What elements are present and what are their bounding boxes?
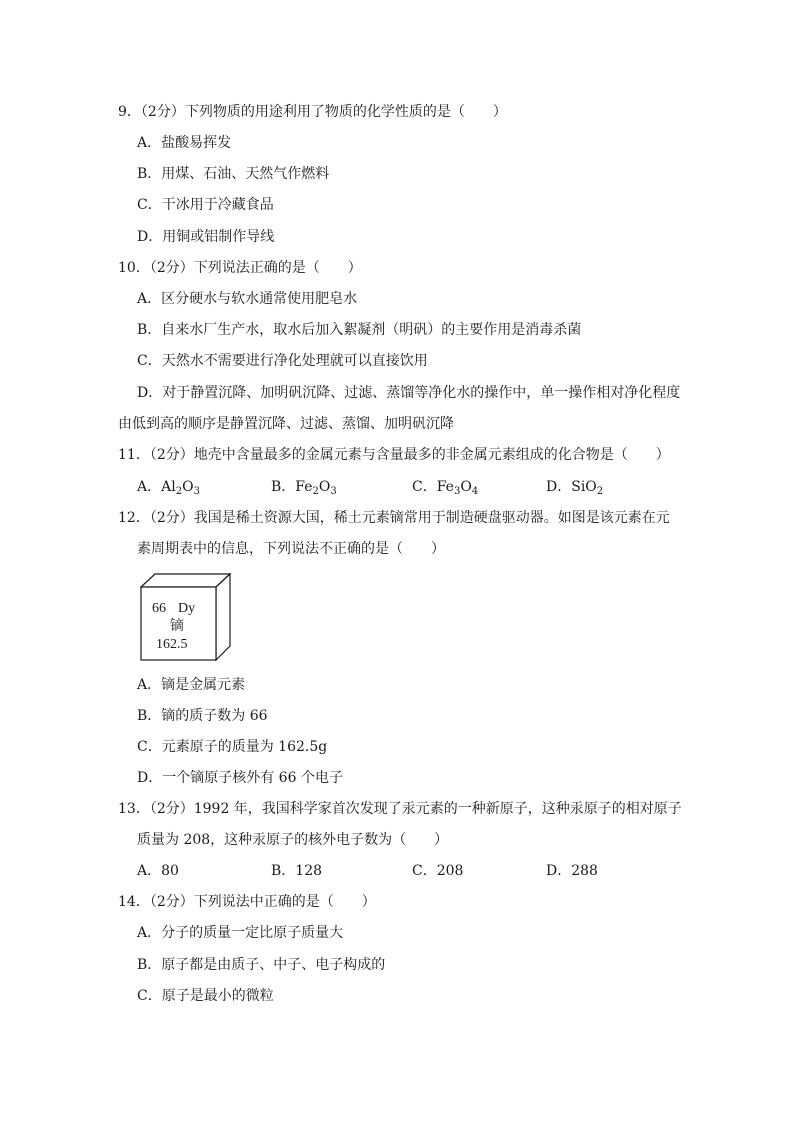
question-13-stem-line-1: 13．（2分）1992 年，我国科学家首次发现了汞元素的一种新原子，这种汞原子的相对原子 (118, 801, 682, 817)
question-13-option-c: C．208 (412, 863, 464, 879)
element-atomic-number: 66 (152, 601, 166, 616)
question-12-option-d: D．一个镝原子核外有 66 个电子 (137, 770, 343, 786)
question-11-option-c: C．$Fe_3O_4$ (412, 479, 479, 497)
question-14-option-a: A．分子的质量一定比原子质量大 (137, 925, 344, 941)
question-13-option-a: A．80 (137, 863, 179, 879)
question-10-option-c: C．天然水不需要进行净化处理就可以直接饮用 (137, 353, 428, 369)
question-13-option-b: B．128 (271, 863, 323, 879)
question-9-option-d: D．用铜或铝制作导线 (137, 229, 275, 245)
question-12-option-a: A．镝是金属元素 (137, 677, 246, 693)
question-9-option-a: A．盐酸易挥发 (137, 135, 232, 151)
element-atomic-mass: 162.5 (156, 637, 188, 652)
question-12-option-c: C．元素原子的质量为 162.5g (137, 739, 328, 755)
question-9-option-c: C．干冰用于冷藏食品 (137, 197, 274, 213)
question-12-option-b: B．镝的质子数为 66 (137, 708, 268, 724)
question-10-option-b: B．自来水厂生产水，取水后加入絮凝剂（明矾）的主要作用是消毒杀菌 (137, 322, 582, 338)
question-9-option-b: B．用煤、石油、天然气作燃料 (137, 166, 330, 182)
periodic-table-element-cell (140, 573, 232, 661)
question-11-option-b: B．$Fe_2O_3$ (271, 479, 337, 497)
question-14-option-c: C．原子是最小的微粒 (137, 988, 274, 1004)
question-14-stem: 14．（2分）下列说法中正确的是（ ） (118, 894, 376, 910)
question-10-option-d: D．对于静置沉降、加明矾沉降、过滤、蒸馏等净化水的操作中，单一操作相对净化程度 (137, 385, 681, 401)
question-13-stem-line-2: 质量为 208，这种汞原子的核外电子数为（ ） (137, 832, 449, 848)
question-12-stem-line-1: 12．（2分）我国是稀土资源大国，稀土元素镝常用于制造硬盘驱动器。如图是该元素在元 (118, 510, 670, 526)
question-10-option-d-continued: 由低到高的顺序是静置沉降、过滤、蒸馏、加明矾沉降 (118, 416, 454, 432)
question-9-stem: 9．（2分）下列物质的用途利用了物质的化学性质的是（ ） (118, 104, 507, 120)
question-13-option-d: D．288 (546, 863, 598, 879)
question-10-stem: 10．（2分）下列说法正确的是（ ） (118, 260, 362, 276)
question-14-option-b: B．原子都是由质子、中子、电子构成的 (137, 957, 386, 973)
question-11-option-d: D．SiO$_2$ (546, 479, 604, 497)
question-11-option-a: A．$Al_2O_3$ (137, 479, 200, 497)
question-12-stem-line-2: 素周期表中的信息，下列说法不正确的是（ ） (137, 541, 445, 557)
element-symbol: Dy (178, 601, 196, 616)
question-11-stem: 11．（2分）地壳中含量最多的金属元素与含量最多的非金属元素组成的化合物是（ ） (118, 447, 670, 463)
question-10-option-a: A．区分硬水与软水通常使用肥皂水 (137, 291, 358, 307)
element-name: 镝 (170, 619, 184, 634)
